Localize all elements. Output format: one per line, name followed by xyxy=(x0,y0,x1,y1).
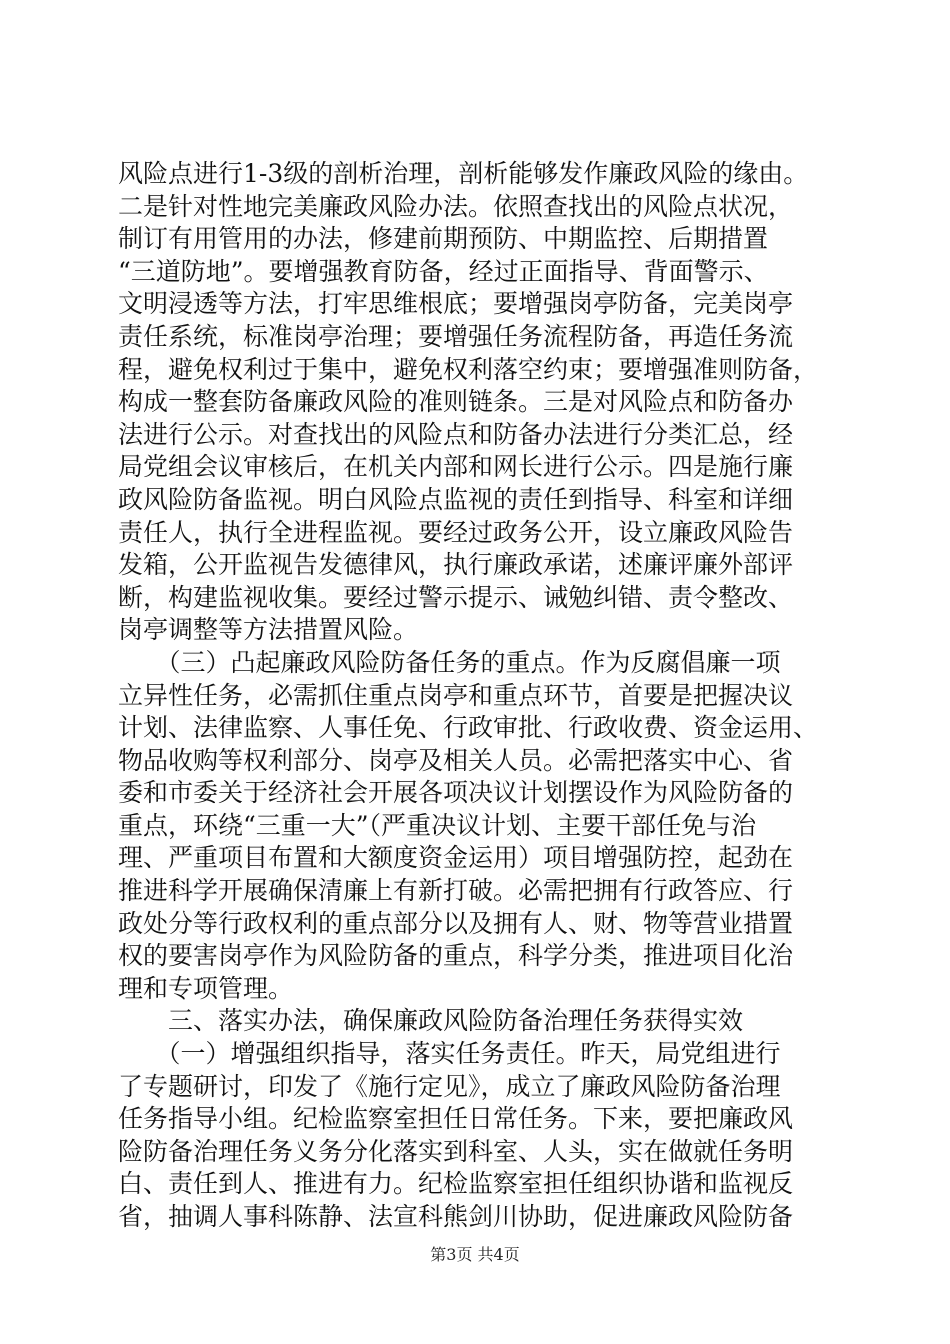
text-line: 了专题研讨，印发了《施行定见》，成立了廉政风险防备治理 xyxy=(118,1071,781,1101)
text-line: 法进行公示。对查找出的风险点和防备办法进行分类汇总，经 xyxy=(118,419,794,449)
text-line: 责任人，执行全进程监视。要经过政务公开，设立廉政风险告 xyxy=(118,517,794,547)
text-line: 三、落实办法，确保廉政风险防备治理任务获得实效 xyxy=(118,1006,744,1036)
text-line: （一）增强组织指导，落实任务责任。昨天，局党组进行 xyxy=(118,1039,781,1069)
text-line: 责任系统，标准岗亭治理；要增强任务流程防备，再造任务流 xyxy=(118,321,794,351)
text-line: 权的要害岗亭作为风险防备的重点，科学分类，推进项目化治 xyxy=(118,941,794,971)
text-line: 岗亭调整等方法措置风险。 xyxy=(118,615,419,645)
document-body xyxy=(118,158,838,1234)
text-line: 委和市委关于经济社会开展各项决议计划摆设作为风险防备的 xyxy=(118,778,794,808)
text-line: 程，避免权利过于集中，避免权利落空约束；要增强准则防备， xyxy=(118,354,819,384)
text-line: 制订有用管用的办法，修建前期预防、中期监控、后期措置 xyxy=(118,224,769,254)
text-line: （三）凸起廉政风险防备任务的重点。作为反腐倡廉一项 xyxy=(118,647,781,677)
text-line: 理、严重项目布置和大额度资金运用）项目增强防控，起劲在 xyxy=(118,843,794,873)
text-line: “三道防地”。要增强教育防备，经过正面指导、背面警示、 xyxy=(118,256,769,286)
text-line: 政风险防备监视。明白风险点监视的责任到指导、科室和详细 xyxy=(118,484,794,514)
text-line: 局党组会议审核后，在机关内部和网长进行公示。四是施行廉 xyxy=(118,452,794,482)
text-line: 发箱，公开监视告发德律风，执行廉政承诺，述廉评廉外部评 xyxy=(118,550,794,580)
text-line: 险防备治理任务义务分化落实到科室、人头，实在做就任务明 xyxy=(118,1136,794,1166)
text-line: 白、责任到人、推进有力。纪检监察室担任组织协谐和监视反 xyxy=(118,1169,794,1199)
text-line: 重点，环绕“三重一大”（严重决议计划、主要干部任免与治 xyxy=(118,810,757,840)
text-line: 计划、法律监察、人事任免、行政审批、行政收费、资金运用、 xyxy=(118,713,819,743)
text-line: 推进科学开展确保清廉上有新打破。必需把拥有行政答应、行 xyxy=(118,876,794,906)
text-line: 政处分等行政权利的重点部分以及拥有人、财、物等营业措置 xyxy=(118,908,794,938)
text-line: 任务指导小组。纪检监察室担任日常任务。下来，要把廉政风 xyxy=(118,1104,794,1134)
text-line: 二是针对性地完美廉政风险办法。依照查找出的风险点状况， xyxy=(118,191,794,221)
text-line: 省，抽调人事科陈静、法宣科熊剑川协助，促进廉政风险防备 xyxy=(118,1202,794,1231)
text-line: 风险点进行1-3级的剖析治理，剖析能够发作廉政风险的缘由。 xyxy=(118,159,809,188)
text-line: 构成一整套防备廉政风险的准则链条。三是对风险点和防备办 xyxy=(118,387,794,417)
text-line: 断，构建监视收集。要经过警示提示、诫勉纠错、责令整改、 xyxy=(118,582,794,612)
text-line: 物品收购等权利部分、岗亭及相关人员。必需把落实中心、省 xyxy=(118,745,794,775)
page-footer: 第3页 共4页 xyxy=(430,1245,520,1264)
text-line: 立异性任务，必需抓住重点岗亭和重点环节，首要是把握决议 xyxy=(118,680,794,710)
text-line: 理和专项管理。 xyxy=(118,973,294,1003)
text-line: 文明浸透等方法，打牢思维根底；要增强岗亭防备，完美岗亭 xyxy=(118,289,794,319)
